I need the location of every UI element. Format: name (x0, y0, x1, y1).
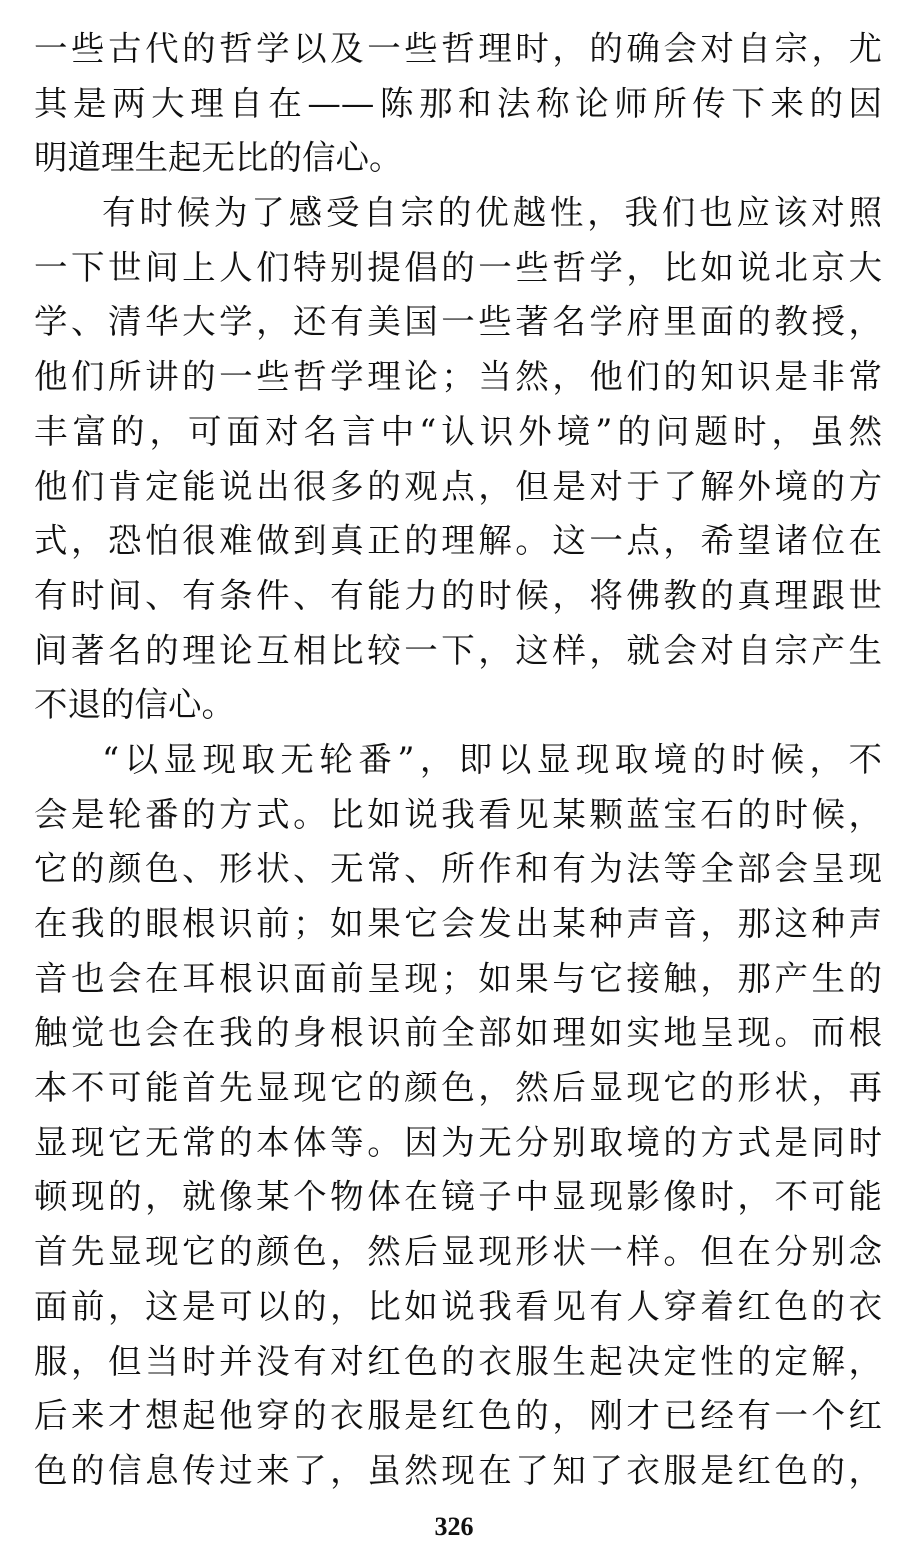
page-number: 326 (434, 1512, 474, 1541)
text-line: 明道理生起无比的信心。 (34, 138, 403, 178)
text-line: 在我的眼根识前；如果它会发出某种声音，那这种声 (34, 904, 882, 943)
text-line: 首先显现它的颜色，然后显现形状一样。但在分别念 (34, 1232, 882, 1272)
text-line: 有时候为了感受自宗的优越性，我们也应该对照 (102, 193, 882, 233)
text-line: “以显现取无轮番”，即以显现取境的时候，不 (102, 739, 882, 779)
text-line: 式，恐怕很难做到真正的理解。这一点，希望诸位在 (34, 521, 882, 561)
text-line: 面前，这是可以的，比如说我看见有人穿着红色的衣 (34, 1286, 882, 1326)
text-line: 音也会在耳根识面前呈现；如果与它接触，那产生的 (34, 958, 882, 998)
text-line: 显现它无常的本体等。因为无分别取境的方式是同时 (34, 1122, 882, 1162)
text-line: 他们肯定能说出很多的观点，但是对于了解外境的方 (34, 466, 882, 506)
text-line: 他们所讲的一些哲学理论；当然，他们的知识是非常 (34, 357, 882, 397)
text-line: 后来才想起他穿的衣服是红色的，刚才已经有一个红 (34, 1396, 882, 1436)
text-line: 一些古代的哲学以及一些哲理时，的确会对自宗，尤 (34, 29, 882, 68)
text-line: 其是两大理自在——陈那和法称论师所传下来的因 (34, 83, 882, 123)
text-line: 间著名的理论互相比较一下，这样，就会对自宗产生 (34, 630, 882, 670)
text-line: 顿现的，就像某个物体在镜子中显现影像时，不可能 (34, 1177, 882, 1217)
text-line: 一下世间上人们特别提倡的一些哲学，比如说北京大 (34, 247, 882, 287)
text-line: 有时间、有条件、有能力的时候，将佛教的真理跟世 (34, 575, 882, 615)
text-line: 色的信息传过来了，虽然现在了知了衣服是红色的， (34, 1450, 882, 1490)
text-line: 服，但当时并没有对红色的衣服生起决定性的定解， (34, 1341, 882, 1381)
text-line: 学、清华大学，还有美国一些著名学府里面的教授， (34, 302, 882, 342)
text-line: 本不可能首先显现它的颜色，然后显现它的形状，再 (34, 1068, 882, 1108)
text-line: 它的颜色、形状、无常、所作和有为法等全部会呈现 (34, 849, 882, 889)
text-line: 会是轮番的方式。比如说我看见某颗蓝宝石的时候， (34, 794, 882, 834)
body-text (34, 22, 882, 1499)
text-line: 触觉也会在我的身根识前全部如理如实地呈现。而根 (34, 1013, 882, 1053)
text-line: 不退的信心。 (34, 685, 235, 725)
text-line: 丰富的，可面对名言中“认识外境”的问题时，虽然 (34, 411, 882, 451)
